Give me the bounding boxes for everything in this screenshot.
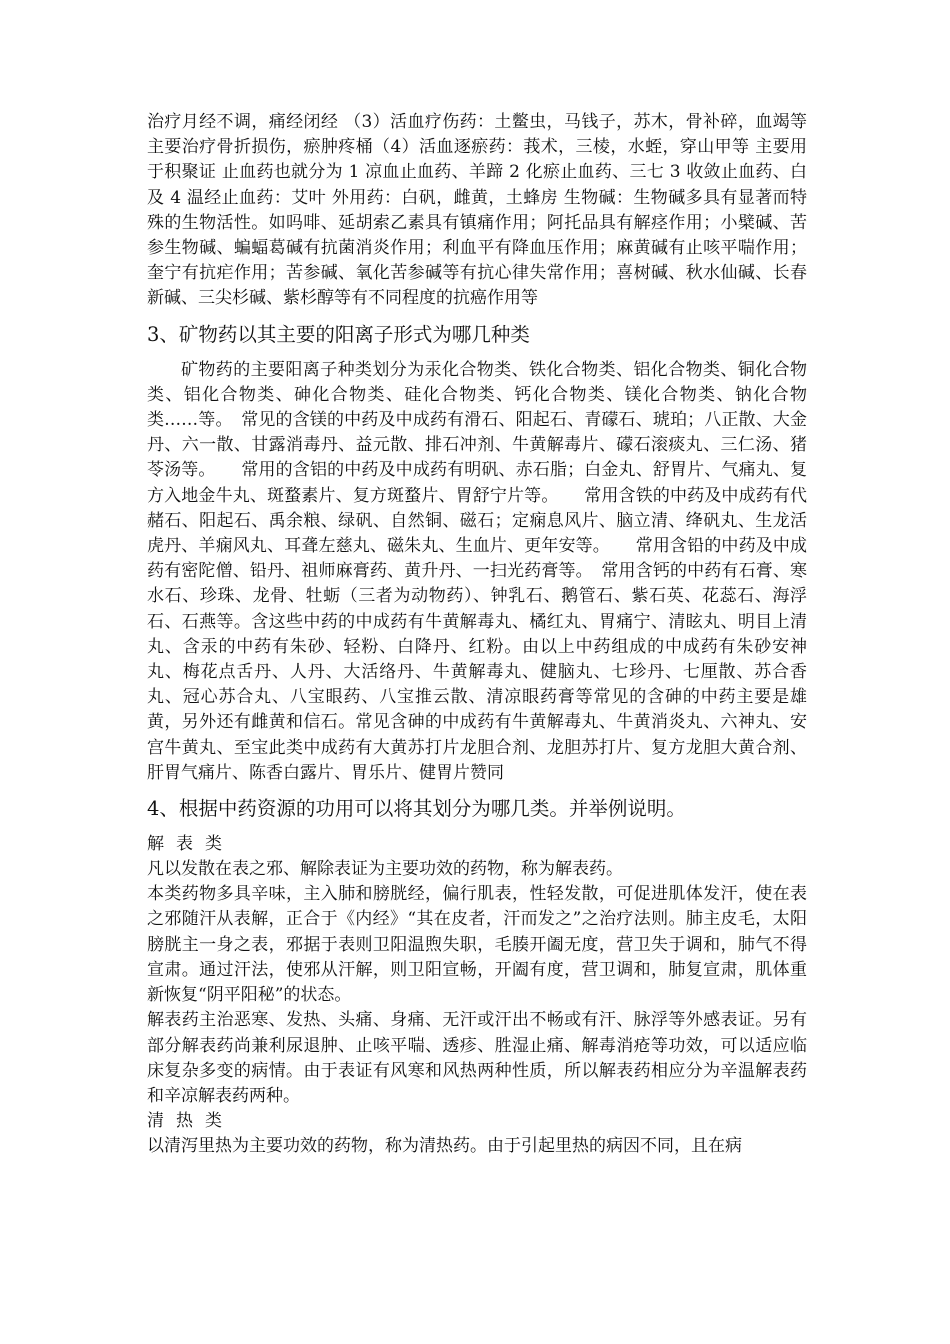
section-3-heading: 3、矿物药以其主要的阳离子形式为哪几种类 [147,322,530,346]
qingre-paragraph-1: 以清泻里热为主要功效的药物，称为清热药。由于引起里热的病因不同，且在病 [147,1136,742,1157]
document-page [147,110,807,1159]
jiebiao-paragraph-1: 凡以发散在表之邪、解除表证为主要功效的药物，称为解表药。 [147,859,623,880]
section-3-paragraph: 矿物药的主要阳离子种类划分为汞化合物类、铁化合物类、铝化合物类、铜化合物类、铝化合物类、砷化合物类、硅化合物类、钙化合物类、镁化合物类、钠化合物类……等。 常见的含镁的中药及中成药有滑石、阳起石、青礞石、琥珀；八正散、大金丹、六一散、甘露消毒丹、益元散、排石冲剂、牛黄解毒片、礞石滚痰丸、三仁汤、猪苓汤等。 常用的含铝的中药及中成药有明矾、赤石脂；白金丸、舒胃片、气痛丸、复方入地金牛丸、斑蝥素片、复方斑蝥片、胃舒宁片等。 常用含铁的中药及中成药有代赭石、阳起石、禹余粮、绿矾、自然铜、磁石；定痫息风片、脑立清、绛矾丸、生龙活虎丹、羊痫风丸、耳聋左慈丸、磁朱丸、生血片、更年安等。 常用含铅的中药及中成药有密陀僧、铅丹、祖师麻膏药、黄升丹、一扫光药膏等。 常用含钙的中药有石膏、寒水石、珍珠、龙骨、牡蛎（三者为动物药）、钟乳石、鹅管石、紫石英、花蕊石、海浮石、石燕等。含这些中药的中成药有牛黄解毒丸、橘红丸、胃痛宁、清眩丸、明目上清丸、含汞的中药有朱砂、轻粉、白降丹、红粉。由以上中药组成的中成药有朱砂安神丸、梅花点舌丹、人丹、大活络丹、牛黄解毒丸、健脑丸、七珍丹、七厘散、苏合香丸、冠心苏合丸、八宝眼药、八宝推云散、清凉眼药膏等常见的含砷的中药主要是雄黄，另外还有雌黄和信石。常见含砷的中成药有牛黄解毒丸、牛黄消炎丸、六神丸、安宫牛黄丸、至宝此类中成药有大黄苏打片龙胆合剂、龙胆苏打片、复方龙胆大黄合剂、肝胃气痛片、陈香白露片、胃乐片、健胃片赞同 [147,359,807,783]
intro-paragraph: 治疗月经不调，痛经闭经 （3）活血疗伤药：土鳖虫，马钱子，苏木，骨补碎，血竭等 主要治疗骨折损伤，瘀肿疼桶（4）活血逐瘀药：莪术，三棱，水蛭，穿山甲等 主要用于积聚证 止血药也就分为 1 凉血止血药、羊蹄 2 化瘀止血药、三七 3 收敛止血药、白及 4 温经止血药：艾叶 外用药：白矾，雌黄，土蜂房 生物碱：生物碱多具有显著而特殊的生物活性。如吗啡、延胡索乙素具有镇痛作用；阿托品具有解痉作用；小檗碱、苦参生物碱、蝙蝠葛碱有抗菌消炎作用；利血平有降血压作用；麻黄碱有止咳平喘作用；奎宁有抗疟作用；苦参碱、氧化苦参碱等有抗心律失常作用；喜树碱、秋水仙碱、长春新碱、三尖杉碱、紫杉醇等有不同程度的抗癌作用等 [147,112,807,309]
jiebiao-paragraph-2: 本类药物多具辛味，主入肺和膀胱经，偏行肌表，性轻发散，可促进肌体发汗，使在表之邪随汗从表解，正合于《内经》“其在皮者，汗而发之”之治疗法则。肺主皮毛，太阳膀胱主一身之表，邪据于表则卫阳温煦失职，毛腠开阖无度，营卫失于调和，肺气不得宣肃。通过汗法，使邪从汗解，则卫阳宣畅，开阖有度，营卫调和，肺复宣肃，肌体重新恢复“阴平阳秘”的状态。 [147,884,807,1006]
jiebiao-paragraph-3: 解表药主治恶寒、发热、头痛、身痛、无汗或汗出不畅或有汗、脉浮等外感表证。另有部分解表药尚兼利尿退肿、止咳平喘、透疹、胜湿止痛、解毒消疮等功效，可以适应临床复杂多变的病情。由于表证有风寒和风热两种性质，所以解表药相应分为辛温解表药和辛凉解表药两种。 [147,1010,807,1106]
section-4-heading: 4、根据中药资源的功用可以将其划分为哪几类。并举例说明。 [147,797,686,821]
jiebiao-subtitle: 解表类 [147,834,234,855]
qingre-subtitle: 清热类 [147,1111,234,1132]
